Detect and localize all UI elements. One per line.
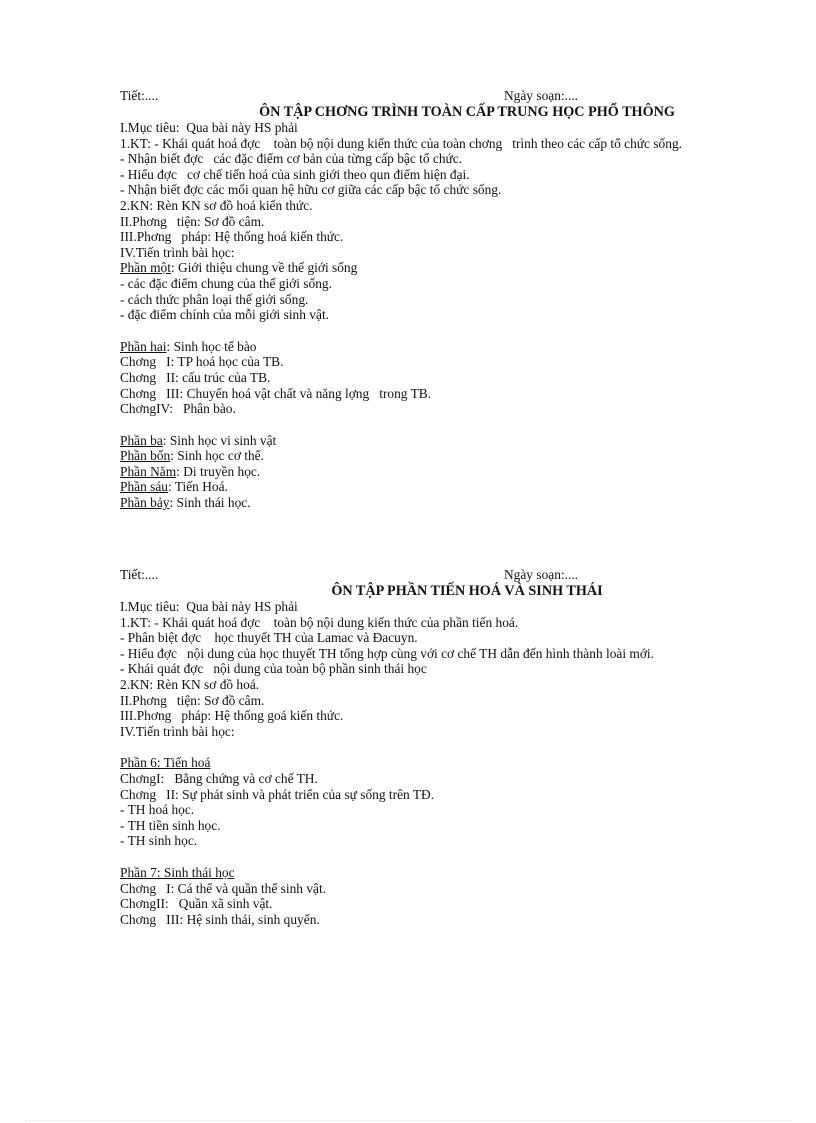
part-text: : Sinh thái học. xyxy=(169,495,251,511)
text-line: - Nhận biết đợc các mối quan hệ hữu cơ giữa các cấp bậc tổ chức sống. xyxy=(120,182,502,198)
lesson-1 xyxy=(120,88,730,511)
list-item: Chơng I: TP hoá học của TB. xyxy=(120,354,284,370)
list-item: Chơng II: Sự phát sinh và phát triển của sự sống trên TĐ. xyxy=(120,786,435,802)
text-line: IV.Tiến trình bài học: xyxy=(120,723,235,739)
list-item: - TH sinh học. xyxy=(120,833,198,849)
part-heading xyxy=(120,433,730,449)
ngay-soan-label: Ngày soạn:.... xyxy=(504,567,579,582)
part-label: Phần ba xyxy=(120,432,163,448)
part-text: : Tiến Hoá. xyxy=(167,479,228,495)
lesson-2-title: ÔN TẬP PHẦN TIẾN HOÁ VÀ SINH THÁI xyxy=(331,583,603,599)
list-item: Chơng II: cấu trúc của TB. xyxy=(120,369,271,385)
text-line: I.Mục tiêu: Qua bài này HS phải xyxy=(120,120,298,135)
list-item: - cách thức phân loại thế giới sống. xyxy=(120,291,309,307)
part-label: Phần một xyxy=(120,260,171,276)
list-item: ChơngI: Bằng chứng và cơ chế TH. xyxy=(120,770,318,786)
part-label: Phần Năm xyxy=(120,463,177,479)
lesson-1-title: ÔN TẬP CHƠNG TRÌNH TOÀN CẤP TRUNG HỌC PHỔ THÔNG xyxy=(259,104,675,120)
lesson-2-header xyxy=(120,567,730,583)
text-line: 1.KT: - Khái quát hoá đợc toàn bộ nội dung kiến thức của phần tiến hoá. xyxy=(120,614,519,630)
part-6-heading: Phần 6: Tiến hoá xyxy=(120,755,211,771)
part-heading xyxy=(120,448,730,464)
part-text: : Sinh học tế bào xyxy=(166,338,257,354)
part-heading xyxy=(120,464,730,480)
list-item: Chơng III: Chuyển hoá vật chất và năng lợng trong TB. xyxy=(120,385,432,401)
text-line: I.Mục tiêu: Qua bài này HS phải xyxy=(120,599,298,614)
part-7-heading: Phần 7: Sinh thái học xyxy=(120,864,235,880)
list-item: ChơngII: Quần xã sinh vật. xyxy=(120,896,273,912)
part-text: : Sinh học cơ thể. xyxy=(170,448,264,464)
tiet-label: Tiết:.... xyxy=(120,567,159,582)
ngay-soan-label: Ngày soạn:.... xyxy=(504,88,579,103)
part-label: Phần hai xyxy=(120,338,167,354)
list-item: Chơng III: Hệ sinh thái, sinh quyển. xyxy=(120,911,320,927)
text-line: 2.KN: Rèn KN sơ đồ hoá. xyxy=(120,676,260,692)
part-label: Phần bảy xyxy=(120,495,170,511)
part-heading xyxy=(120,495,730,511)
list-item: Chơng I: Cá thể và quần thể sinh vật. xyxy=(120,880,327,896)
text-line: - Phân biệt đợc học thuyết TH của Lamac và Đacuyn. xyxy=(120,630,418,646)
list-item: - TH tiền sinh học. xyxy=(120,817,221,833)
list-item: - TH hoá học. xyxy=(120,802,195,818)
text-line: - Hiểu đợc cơ chế tiến hoá của sinh giới theo qun điểm hiện đại. xyxy=(120,166,470,182)
part-heading xyxy=(120,479,730,495)
text-line: II.Phơng tiện: Sơ đồ câm. xyxy=(120,213,265,229)
text-line: - Khái quát đợc nội dung của toàn bộ phần sinh thái học xyxy=(120,661,427,677)
part-label: Phần bốn xyxy=(120,448,171,464)
part-text: : Sinh học vi sinh vật xyxy=(162,432,277,448)
page-bottom-divider xyxy=(25,1120,791,1121)
lesson-2 xyxy=(120,567,730,927)
text-line: III.Phơng pháp: Hệ thống hoá kiến thức. xyxy=(120,229,344,245)
list-item: - các đặc điểm chung của thế giới sống. xyxy=(120,275,332,291)
text-line: III.Phơng pháp: Hệ thống goá kiến thức. xyxy=(120,708,344,724)
tiet-label: Tiết:.... xyxy=(120,88,159,103)
text-line: - Hiểu đợc nội dung của học thuyết TH tổng hợp cùng với cơ chế TH dẫn đến hình thành loài mới. xyxy=(120,645,654,661)
text-line: 1.KT: - Khái quát hoá đợc toàn bộ nội dung kiến thức của toàn chơng trình theo các cấp tổ chức sống. xyxy=(120,135,682,151)
list-item: - đặc điểm chính của mỗi giới sinh vật. xyxy=(120,307,330,323)
part-label: Phần sáu xyxy=(120,479,168,495)
part-text: : Giới thiệu chung về thế giới sống xyxy=(170,260,358,276)
text-line: - Nhận biết đợc các đặc điểm cơ bản của từng cấp bậc tổ chức. xyxy=(120,151,463,167)
list-item: ChơngIV: Phân bào. xyxy=(120,401,236,417)
text-line: IV.Tiến trình bài học: xyxy=(120,244,235,260)
text-line: 2.KN: Rèn KN sơ đồ hoá kiến thức. xyxy=(120,197,313,213)
part-one-heading xyxy=(120,260,730,276)
lesson-1-header xyxy=(120,88,730,104)
part-two-heading xyxy=(120,339,730,355)
part-text: : Di truyền học. xyxy=(176,463,261,479)
text-line: II.Phơng tiện: Sơ đồ câm. xyxy=(120,692,265,708)
